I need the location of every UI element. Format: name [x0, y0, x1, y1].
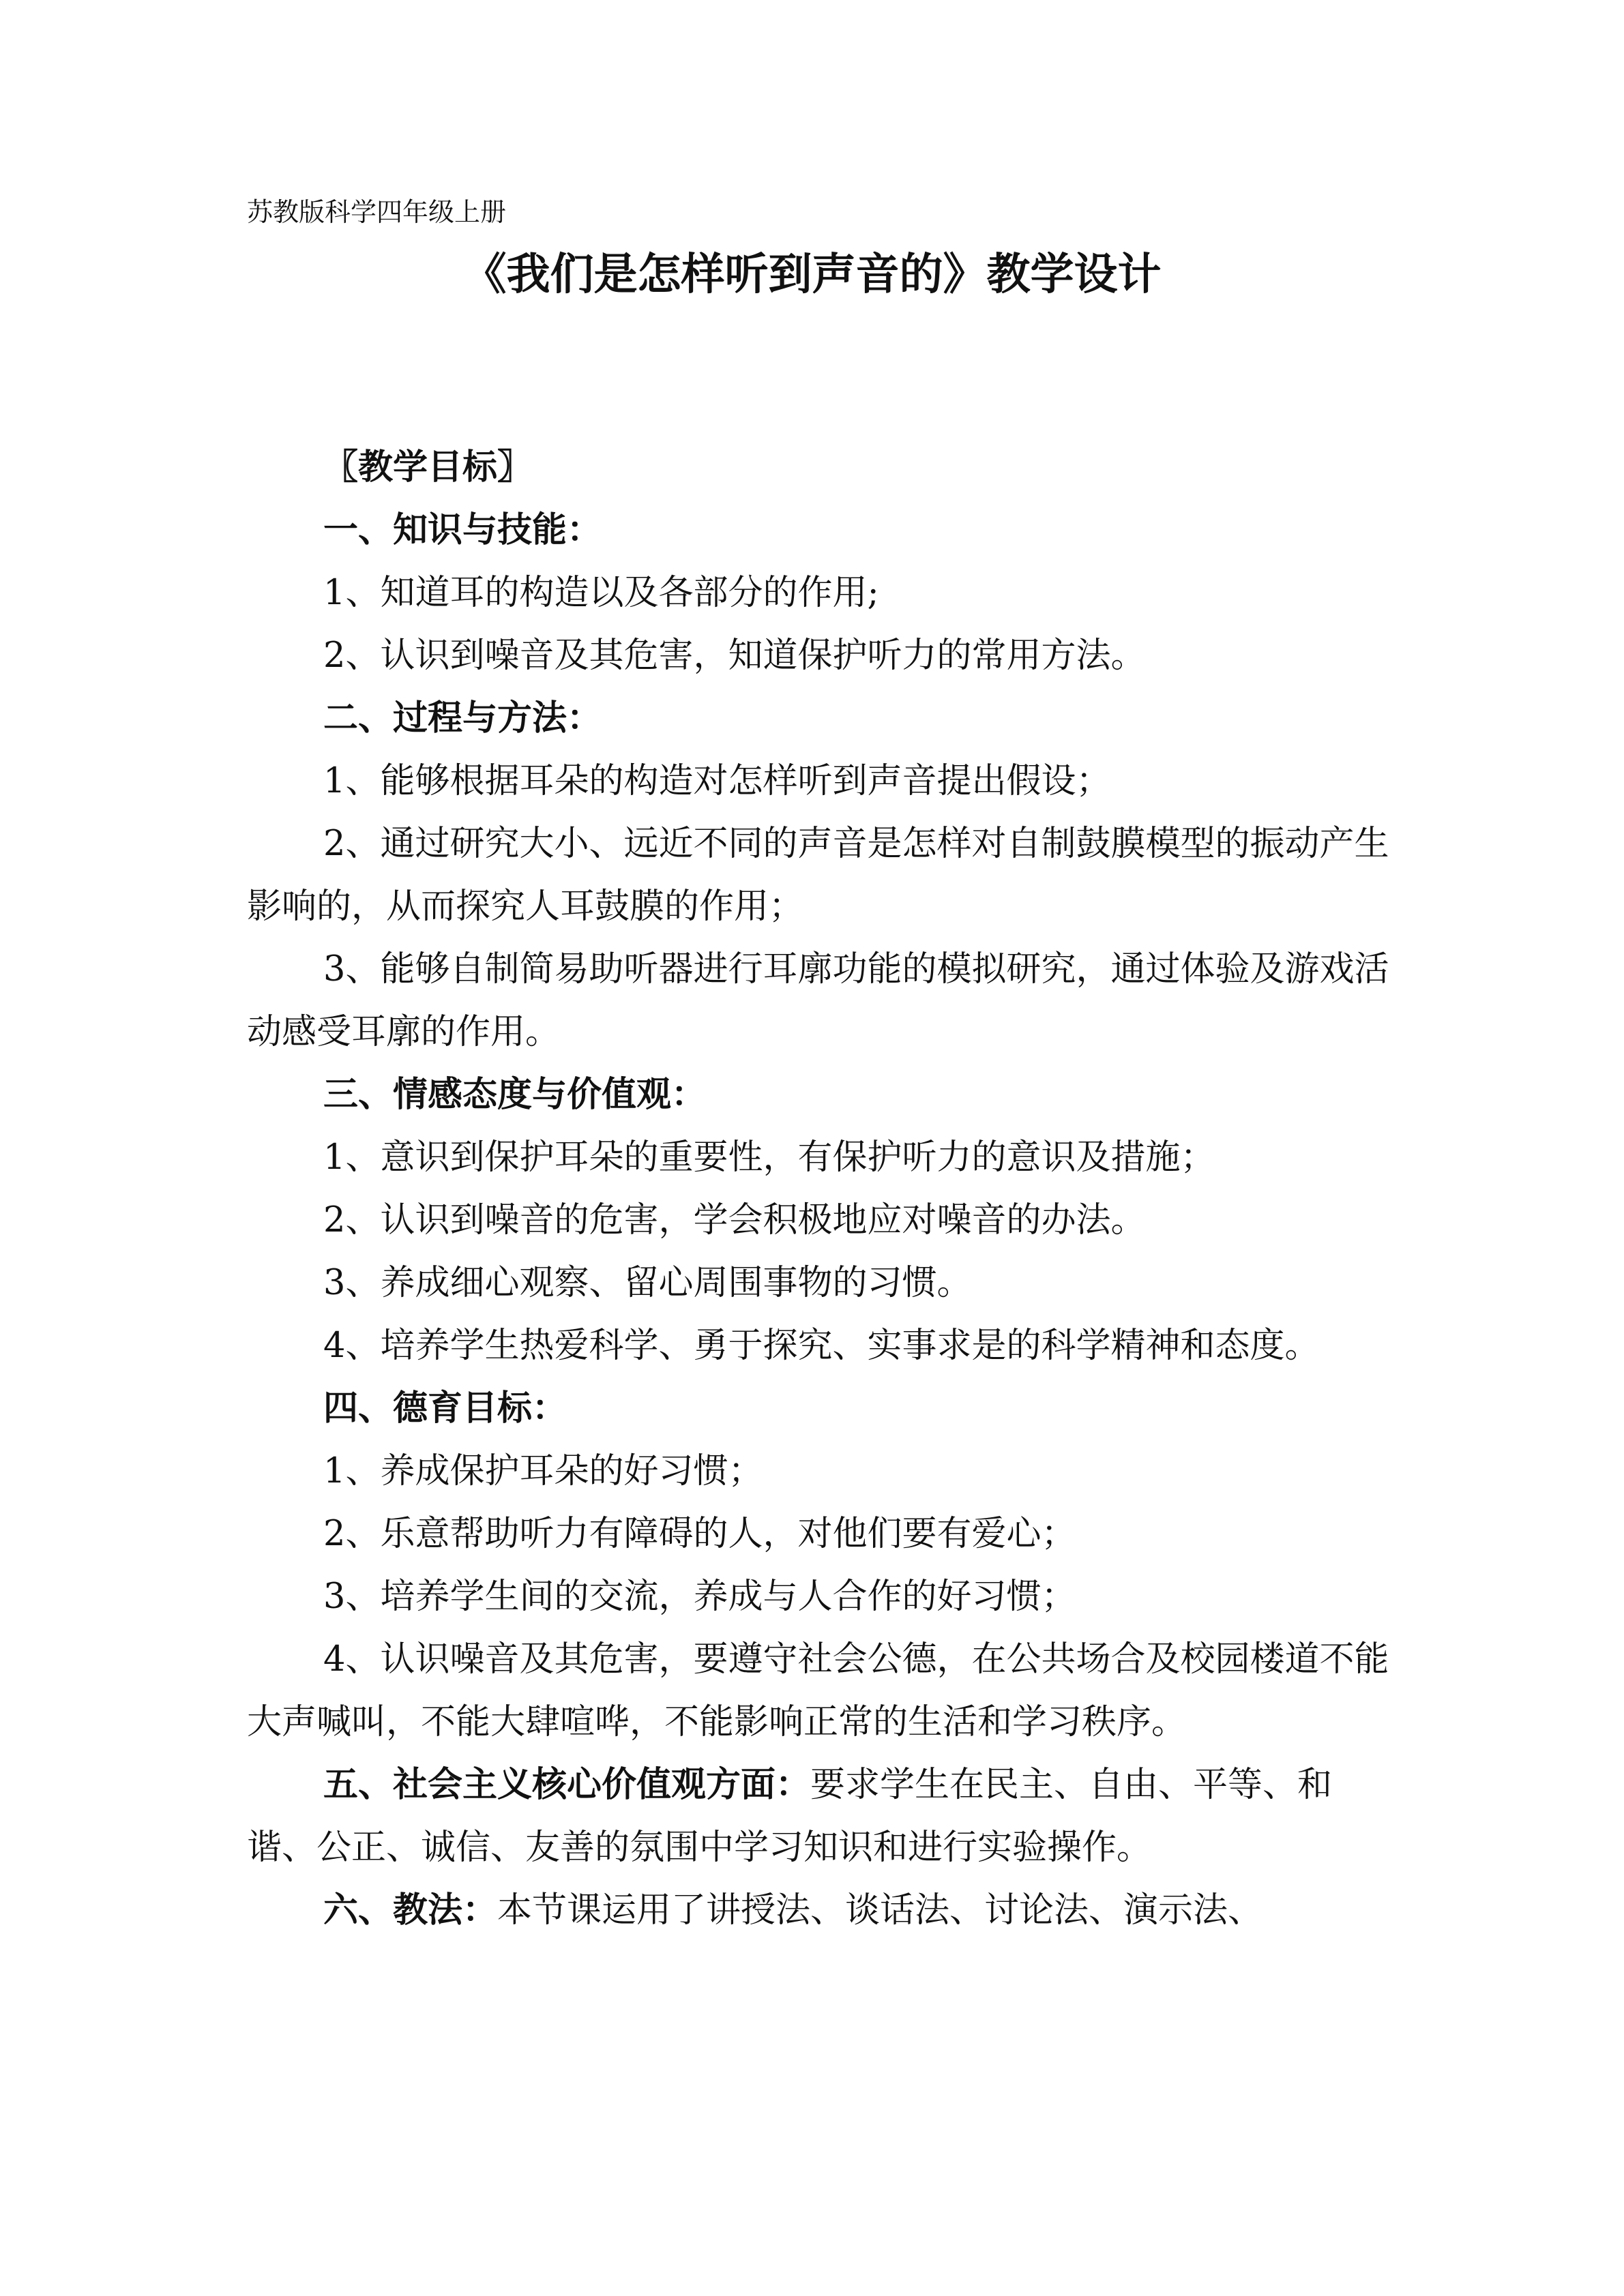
part2-item-2: 2、通过研究大小、远近不同的声音是怎样对自制鼓膜模型的振动产生影响的，从而探究人耳鼓膜的作用；	[247, 824, 1389, 927]
part5-paragraph	[247, 1754, 1393, 1879]
section-heading-teaching-goals: 〖教学目标〗	[323, 447, 533, 488]
part4-item-4: 4、认识噪音及其危害，要遵守社会公德，在公共场合及校园楼道不能大声喊叫，不能大肆喧哗，不能影响正常的生活和学习秩序。	[247, 1639, 1389, 1742]
part4-item-2: 2、乐意帮助听力有障碍的人，对他们要有爱心；	[323, 1514, 1076, 1554]
document-body	[247, 436, 1393, 1942]
part3-item-4: 4、培养学生热爱科学、勇于探究、实事求是的科学精神和态度。	[323, 1326, 1320, 1366]
part3-item-3: 3、养成细心观察、留心周围事物的习惯。	[323, 1263, 972, 1303]
part3-item-2: 2、认识到噪音的危害，学会积极地应对噪音的办法。	[323, 1200, 1146, 1240]
part6-heading: 六、教法：	[323, 1890, 498, 1930]
part4-item-3: 3、培养学生间的交流，养成与人合作的好习惯；	[323, 1577, 1076, 1617]
part6-text: 本节课运用了讲授法、谈话法、讨论法、演示法、	[497, 1890, 1263, 1930]
part1-heading: 一、知识与技能：	[323, 510, 602, 550]
part1-item-2: 2、认识到噪音及其危害，知道保护听力的常用方法。	[323, 636, 1146, 676]
part5-heading: 五、社会主义核心价值观方面：	[323, 1765, 811, 1805]
document-header: 苏教版科学四年级上册	[247, 197, 507, 227]
part3-item-1: 1、意识到保护耳朵的重要性，有保护听力的意识及措施；	[323, 1137, 1215, 1178]
part4-item-1: 1、养成保护耳朵的好习惯；	[323, 1451, 763, 1491]
part3-heading: 三、情感态度与价值观：	[323, 1075, 707, 1115]
part4-heading: 四、德育目标：	[323, 1388, 567, 1429]
document-title: 《我们是怎样听到声音的》教学设计	[462, 250, 1162, 300]
part2-item-3: 3、能够自制简易助听器进行耳廓功能的模拟研究，通过体验及游戏活动感受耳廓的作用。	[247, 949, 1389, 1052]
part5-text: 要求学生在民主、自由、平等、和谐、公正、诚信、友善的氛围中学习知识和进行实验操作。	[247, 1765, 1333, 1868]
part2-item-1: 1、能够根据耳朵的构造对怎样听到声音提出假设；	[323, 761, 1111, 801]
part2-heading: 二、过程与方法：	[323, 698, 602, 739]
part1-item-1: 1、知道耳的构造以及各部分的作用;	[323, 573, 879, 613]
part6-paragraph	[247, 1879, 1393, 1942]
